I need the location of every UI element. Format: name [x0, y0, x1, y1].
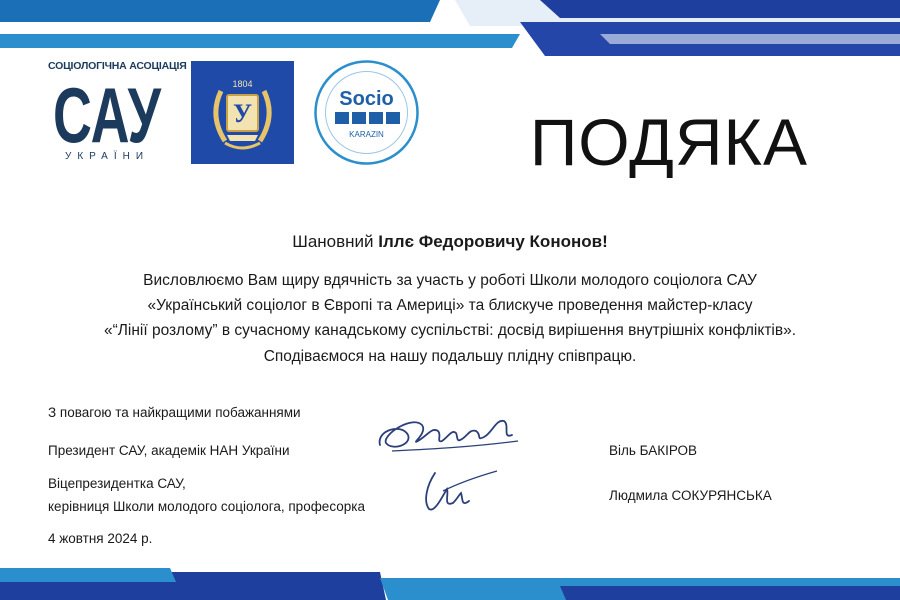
vice-president-title-line2: керівниця Школи молодого соціолога, професорка	[48, 499, 365, 514]
president-signature-icon	[372, 405, 522, 460]
socio-karazin-logo	[313, 59, 420, 166]
sau-logo-main-text: САУ	[53, 74, 162, 150]
svg-text:У: У	[232, 99, 253, 128]
socio-circle-icon	[313, 59, 420, 166]
president-name: Віль БАКІРОВ	[609, 443, 698, 458]
regards-text: З повагою та найкращими побажаннями	[48, 405, 301, 420]
body-line: «Український соціолог в Європі та Америці» та блискуче проведення майстер-класу	[147, 297, 753, 314]
university-year: 1804	[232, 79, 253, 89]
body-line: «“Лінії розлому” в сучасному канадському суспільстві: досвід вирішення внутрішніх конфліктів».	[103, 322, 797, 339]
vice-president-title: Віцепрезидентка САУ,	[48, 476, 186, 491]
vice-president-name: Людмила СОКУРЯНСЬКА	[609, 488, 772, 503]
university-emblem	[191, 61, 294, 164]
greeting	[0, 232, 900, 252]
wreath-emblem-icon	[191, 61, 294, 164]
document-title: ПОДЯКА	[529, 105, 808, 179]
body-line: Висловлюємо Вам щиру вдячність за участь у роботі Школи молодого соціолога САУ	[143, 272, 757, 289]
socio-sub-text: KARAZIN	[349, 130, 384, 139]
bottom-decorative-band	[0, 568, 900, 600]
sau-logo-bottom-text: УКРАЇНИ	[64, 151, 150, 162]
president-title: Президент САУ, академік НАН України	[48, 443, 290, 458]
sau-logo-top-text: СОЦІОЛОГІЧНА АСОЦІАЦІЯ	[48, 60, 187, 72]
body-line: Сподіваємося на нашу подальшу плідну співпрацю.	[263, 348, 637, 365]
recipient-name: Іллє Федоровичу Кононов!	[378, 232, 608, 251]
top-decorative-band	[0, 0, 900, 56]
socio-main-text: Socio	[339, 88, 394, 110]
vice-president-signature-icon	[413, 465, 503, 515]
greeting-prefix: Шановний	[292, 232, 379, 251]
sau-logo-mark	[52, 74, 162, 150]
sau-logo	[48, 60, 187, 164]
document-date: 4 жовтня 2024 р.	[48, 531, 153, 546]
